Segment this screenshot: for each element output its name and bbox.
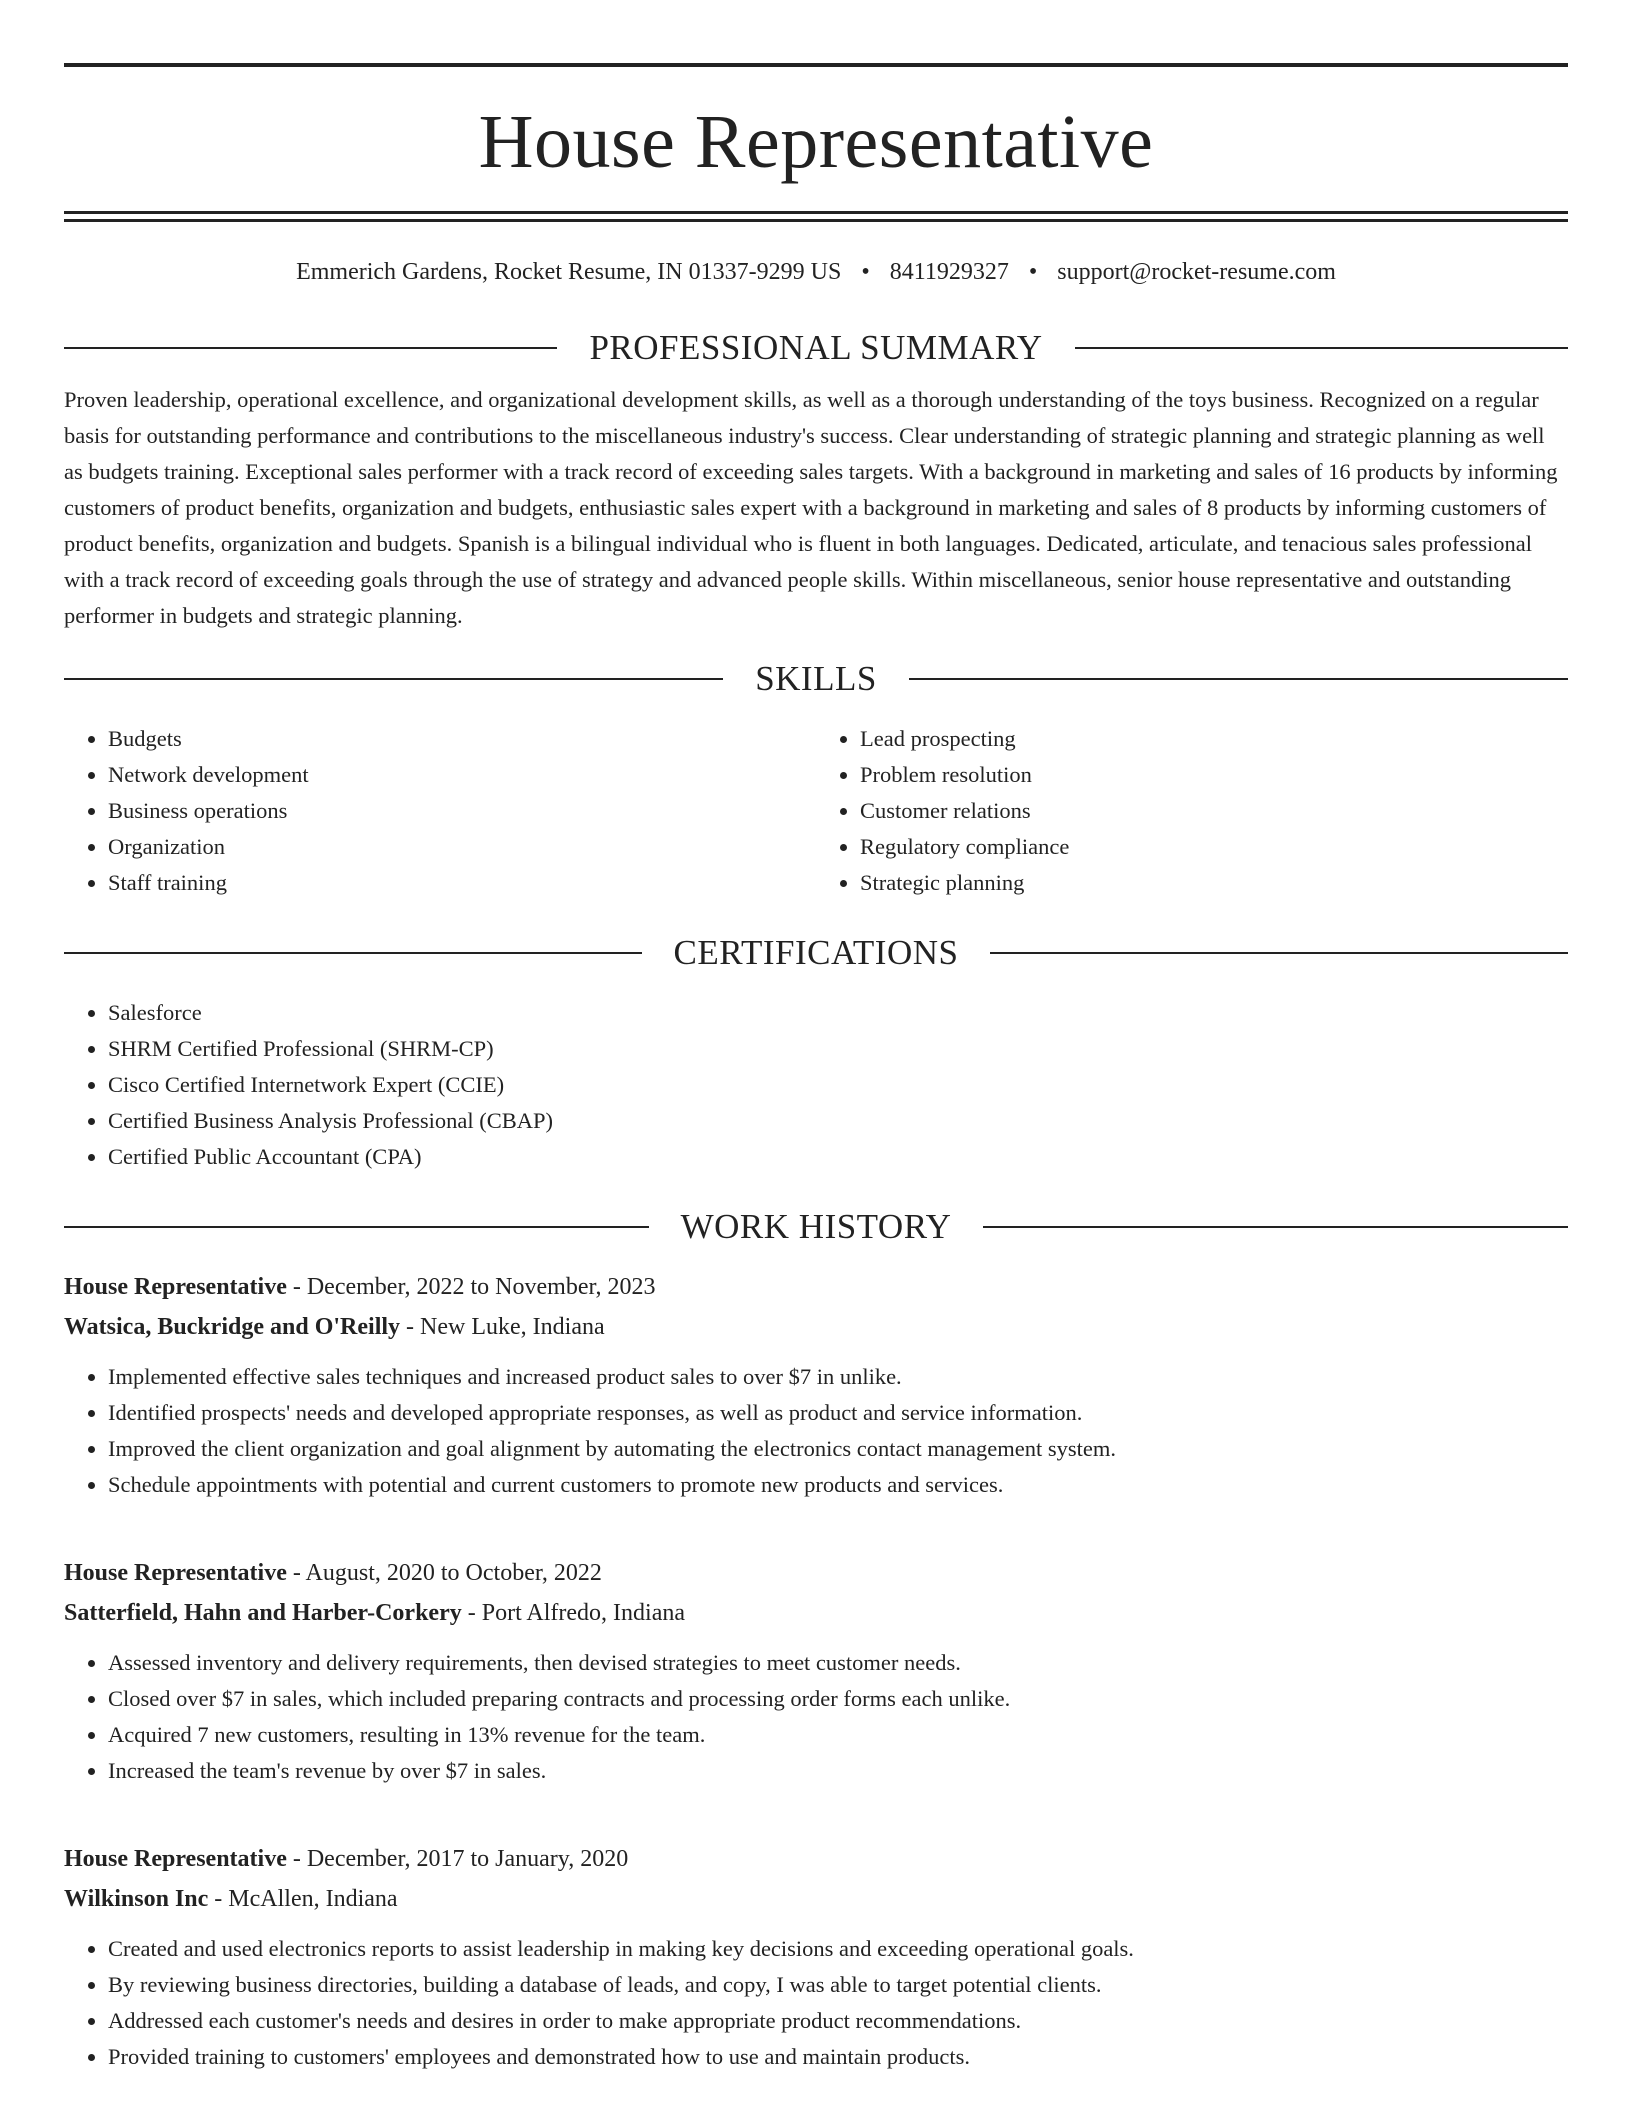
job-company-line xyxy=(64,1879,1568,1919)
summary-text: Proven leadership, operational excellence, and organizational development skills, as well as a thorough understanding of the toys business. Recognized on a regular basis for outstanding performance and contributions to the miscellaneous industry's success. Clear understanding of strategic planning and strategic planning as well as budgets training. Exceptional sales performer with a track record of exceeding sales targets. With a background in marketing and sales of 16 products by informing customers of product benefits, organization and budgets, enthusiastic sales expert with a background in marketing and sales of 8 products by informing customers of product benefits, organization and budgets. Spanish is a bilingual individual who is fluent in both languages. Dedicated, articulate, and tenacious sales professional with a track record of exceeding goals through the use of strategy and advanced people skills. Within miscellaneous, senior house representative and outstanding performer in budgets and strategic planning. xyxy=(64,387,1558,628)
section-rule xyxy=(64,1226,649,1228)
work-history-title: WORK HISTORY xyxy=(680,1206,952,1246)
job-bullet: • Increased the team's revenue by over $7 in sales. xyxy=(108,1753,1568,1789)
job-location: - McAllen, Indiana xyxy=(208,1885,398,1912)
contact-email: support@rocket-resume.com xyxy=(1057,259,1336,285)
job-bullet: • Created and used electronics reports to assist leadership in making key decisions and exceeding operational goals. xyxy=(108,1931,1568,1967)
certification-item: • SHRM Certified Professional (SHRM-CP) xyxy=(108,1031,1568,1067)
job-entry xyxy=(64,1267,1568,1503)
job-dates: - December, 2022 to November, 2023 xyxy=(286,1273,656,1300)
section-rule xyxy=(983,1226,1568,1228)
job-bullet: • Provided training to customers' employees and demonstrated how to use and maintain products. xyxy=(108,2039,1568,2075)
job-bullet: • By reviewing business directories, building a database of leads, and copy, I was able to target potential clients. xyxy=(108,1967,1568,2003)
certifications-title: CERTIFICATIONS xyxy=(673,932,959,972)
skills-list-left xyxy=(64,721,816,901)
skills-list-right xyxy=(816,721,1568,901)
certifications-list xyxy=(64,995,1568,1175)
job-title-line xyxy=(64,1267,1568,1307)
job-dates: - August, 2020 to October, 2022 xyxy=(286,1559,602,1586)
job-bullets xyxy=(64,1359,1568,1503)
skills-title: SKILLS xyxy=(755,658,877,698)
job-bullet: • Identified prospects' needs and developed appropriate responses, as well as product and service information. xyxy=(108,1395,1568,1431)
job-bullet: • Closed over $7 in sales, which included preparing contracts and processing order forms each unlike. xyxy=(108,1681,1568,1717)
job-title-line xyxy=(64,1839,1568,1879)
job-title-line xyxy=(64,1553,1568,1593)
job-bullets xyxy=(64,1931,1568,2075)
resume-page xyxy=(64,0,1568,2075)
certification-item: • Salesforce xyxy=(108,995,1568,1031)
skills-columns xyxy=(64,721,1568,901)
skill-item: • Customer relations xyxy=(860,793,1568,829)
job-bullet: • Schedule appointments with potential and current customers to promote new products and services. xyxy=(108,1467,1568,1503)
skill-item: • Organization xyxy=(108,829,816,865)
certification-item: • Certified Business Analysis Professional (CBAP) xyxy=(108,1103,1568,1139)
job-company-line xyxy=(64,1593,1568,1633)
skill-item: • Lead prospecting xyxy=(860,721,1568,757)
job-role: House Representative xyxy=(64,1845,287,1872)
certification-item: • Cisco Certified Internetwork Expert (CCIE) xyxy=(108,1067,1568,1103)
job-bullet: • Improved the client organization and goal alignment by automating the electronics contact management system. xyxy=(108,1431,1568,1467)
job-company: Watsica, Buckridge and O'Reilly xyxy=(64,1313,401,1340)
contact-separator: • xyxy=(861,259,870,285)
job-bullet: • Addressed each customer's needs and desires in order to make appropriate product recommendations. xyxy=(108,2003,1568,2039)
section-rule xyxy=(909,678,1568,680)
section-rule xyxy=(64,952,642,954)
skill-item: • Strategic planning xyxy=(860,865,1568,901)
skill-item: • Business operations xyxy=(108,793,816,829)
skill-item: • Staff training xyxy=(108,865,816,901)
job-bullet: • Assessed inventory and delivery requirements, then devised strategies to meet customer needs. xyxy=(108,1645,1568,1681)
section-rule xyxy=(990,952,1568,954)
job-entry xyxy=(64,1839,1568,2075)
certification-item: • Certified Public Accountant (CPA) xyxy=(108,1139,1568,1175)
top-rule xyxy=(64,63,1568,67)
certifications-header xyxy=(64,931,1568,975)
summary-title: PROFESSIONAL SUMMARY xyxy=(589,328,1043,367)
job-role: House Representative xyxy=(64,1273,287,1300)
section-rule xyxy=(1075,347,1568,349)
job-company-line xyxy=(64,1307,1568,1347)
contact-separator: • xyxy=(1028,259,1038,285)
skill-item: • Problem resolution xyxy=(860,757,1568,793)
resume-name: House Representative xyxy=(478,100,1154,184)
skill-item: • Regulatory compliance xyxy=(860,829,1568,865)
job-role: House Representative xyxy=(64,1559,287,1586)
job-entry xyxy=(64,1553,1568,1789)
section-rule xyxy=(64,678,723,680)
job-bullets xyxy=(64,1645,1568,1789)
contact-phone: 8411929327 xyxy=(889,259,1009,285)
job-location: - Port Alfredo, Indiana xyxy=(461,1599,686,1626)
job-location: - New Luke, Indiana xyxy=(400,1313,605,1340)
job-company: Wilkinson Inc xyxy=(64,1885,209,1912)
double-rule xyxy=(64,211,1568,222)
section-rule xyxy=(64,347,557,349)
work-history-header xyxy=(64,1205,1568,1249)
job-bullet: • Implemented effective sales techniques and increased product sales to over $7 in unlike. xyxy=(108,1359,1568,1395)
skills-header xyxy=(64,657,1568,701)
summary-header xyxy=(64,326,1568,370)
skill-item: • Budgets xyxy=(108,721,816,757)
job-dates: - December, 2017 to January, 2020 xyxy=(286,1845,629,1872)
contact-line xyxy=(64,256,1568,288)
skill-item: • Network development xyxy=(108,757,816,793)
contact-address: Emmerich Gardens, Rocket Resume, IN 01337-9299 US xyxy=(296,259,842,285)
job-bullet: • Acquired 7 new customers, resulting in 13% revenue for the team. xyxy=(108,1717,1568,1753)
job-company: Satterfield, Hahn and Harber-Corkery xyxy=(64,1599,462,1626)
